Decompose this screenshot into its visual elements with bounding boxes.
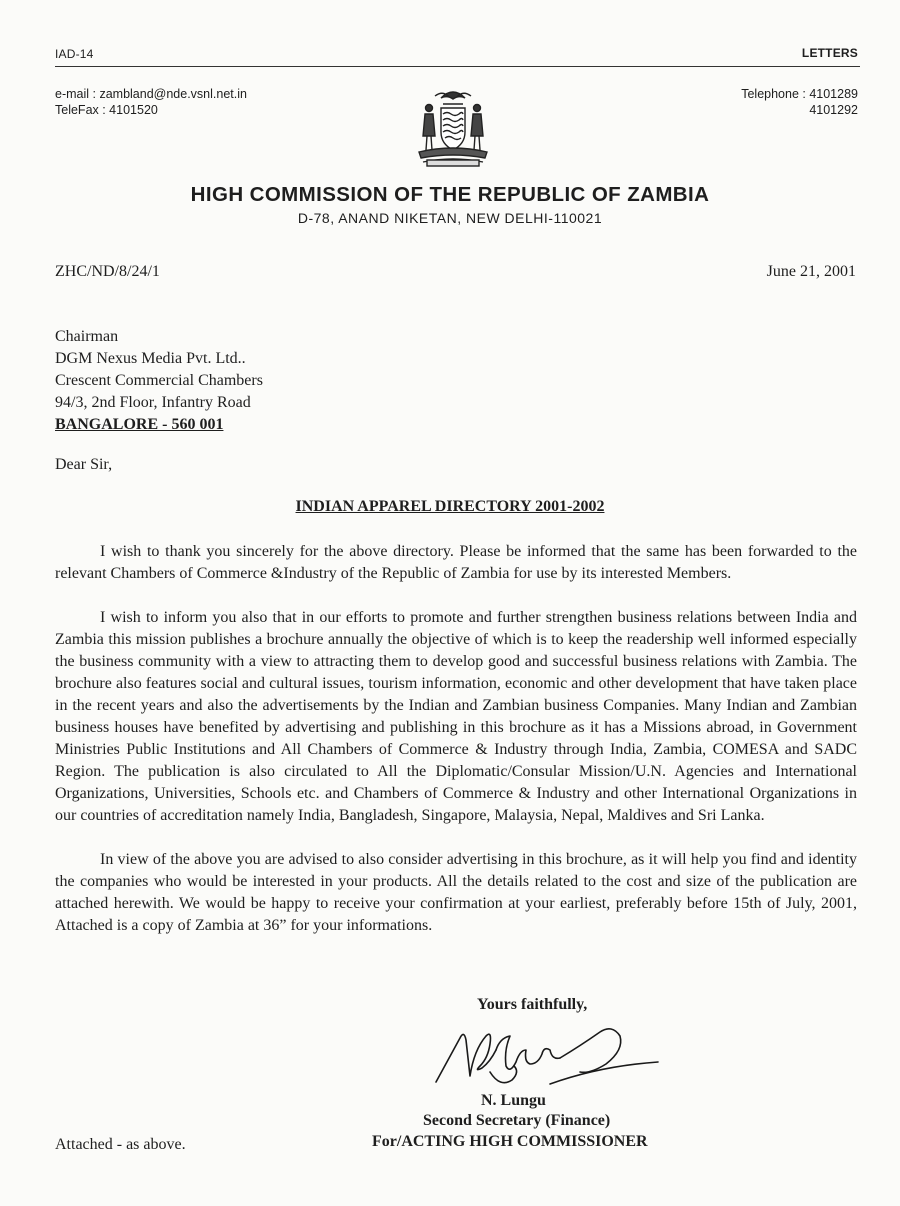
zambia-coat-of-arms-icon (413, 84, 493, 170)
addressee-block (55, 326, 263, 436)
header-divider (55, 66, 860, 67)
closing-text: Yours faithfully, (477, 996, 588, 1013)
subject-line: INDIAN APPAREL DIRECTORY 2001-2002 (295, 498, 605, 515)
letter-date: June 21, 2001 (766, 263, 856, 280)
contact-right (741, 86, 858, 118)
addressee-line: Crescent Commercial Chambers (55, 372, 263, 389)
contact-left (55, 86, 247, 118)
addressee-line: Chairman (55, 328, 119, 345)
salutation: Dear Sir, (55, 456, 113, 473)
body-paragraph: In view of the above you are advised to also consider advertising in this brochure, as it will help you find and identity the companies who would be interested in your products. All the details related to the cost and size of the publication are attached herewith. We would be happy to receive your confirmation at your earliest, preferably before 15th of July, 2001, Attached is a copy of Zambia at 36” for your informations. (55, 851, 857, 934)
attachment-note: Attached - as above. (55, 1136, 186, 1153)
telefax-text: TeleFax : 4101520 (55, 103, 158, 117)
document-code: IAD-14 (55, 47, 94, 61)
letter-body (55, 541, 857, 937)
organization-name: HIGH COMMISSION OF THE REPUBLIC OF ZAMBIA (190, 183, 710, 206)
signatory-capacity: For/ACTING HIGH COMMISSIONER (372, 1133, 648, 1150)
signatory-title: Second Secretary (Finance) (423, 1112, 611, 1129)
addressee-city: BANGALORE - 560 001 (55, 416, 224, 433)
body-paragraph: I wish to inform you also that in our efforts to promote and further strengthen business relations between India and Zambia this mission publishes a brochure annually the objective of which is to keep the readership well informed especially the business community with a view to attracting them to develop good and successful business relations with Zambia. The brochure also features social and cultural issues, tourism information, economic and other development that have taken place in the recent years and also the advertisements by the Indian and Zambian business Companies. Many Indian and Zambian business houses have benefited by advertising and publishing in this brochure as it has a Missions abroad, in Government Ministries Public Institutions and All Chambers of Commerce & Industry through India, Zambia, COMESA and SADC Region. The publication is also circulated to All the Diplomatic/Consular Mission/U.N. Agencies and International Organizations, Universities, Schools etc. and Chambers of Commerce & Industry and other International Organizations in our countries of accreditation namely India, Bangladesh, Singapore, Malaysia, Nepal, Maldives and Sri Lanka. (55, 609, 857, 824)
telephone-text-2: 4101292 (809, 103, 858, 117)
body-paragraph: I wish to thank you sincerely for the above directory. Please be informed that the same has been forwarded to the relevant Chambers of Commerce &Industry of the Republic of Zambia for use by its interested Members. (55, 543, 857, 582)
reference-number: ZHC/ND/8/24/1 (55, 263, 160, 280)
addressee-line: DGM Nexus Media Pvt. Ltd.. (55, 350, 246, 367)
section-label: LETTERS (801, 46, 858, 60)
addressee-line: 94/3, 2nd Floor, Infantry Road (55, 394, 251, 411)
telephone-text: Telephone : 4101289 (741, 87, 858, 101)
email-text: e-mail : zambland@nde.vsnl.net.in (55, 87, 247, 101)
organization-address: D-78, ANAND NIKETAN, NEW DELHI-110021 (297, 210, 603, 226)
handwritten-signature (430, 1010, 670, 1110)
signatory-name: N. Lungu (481, 1092, 546, 1109)
